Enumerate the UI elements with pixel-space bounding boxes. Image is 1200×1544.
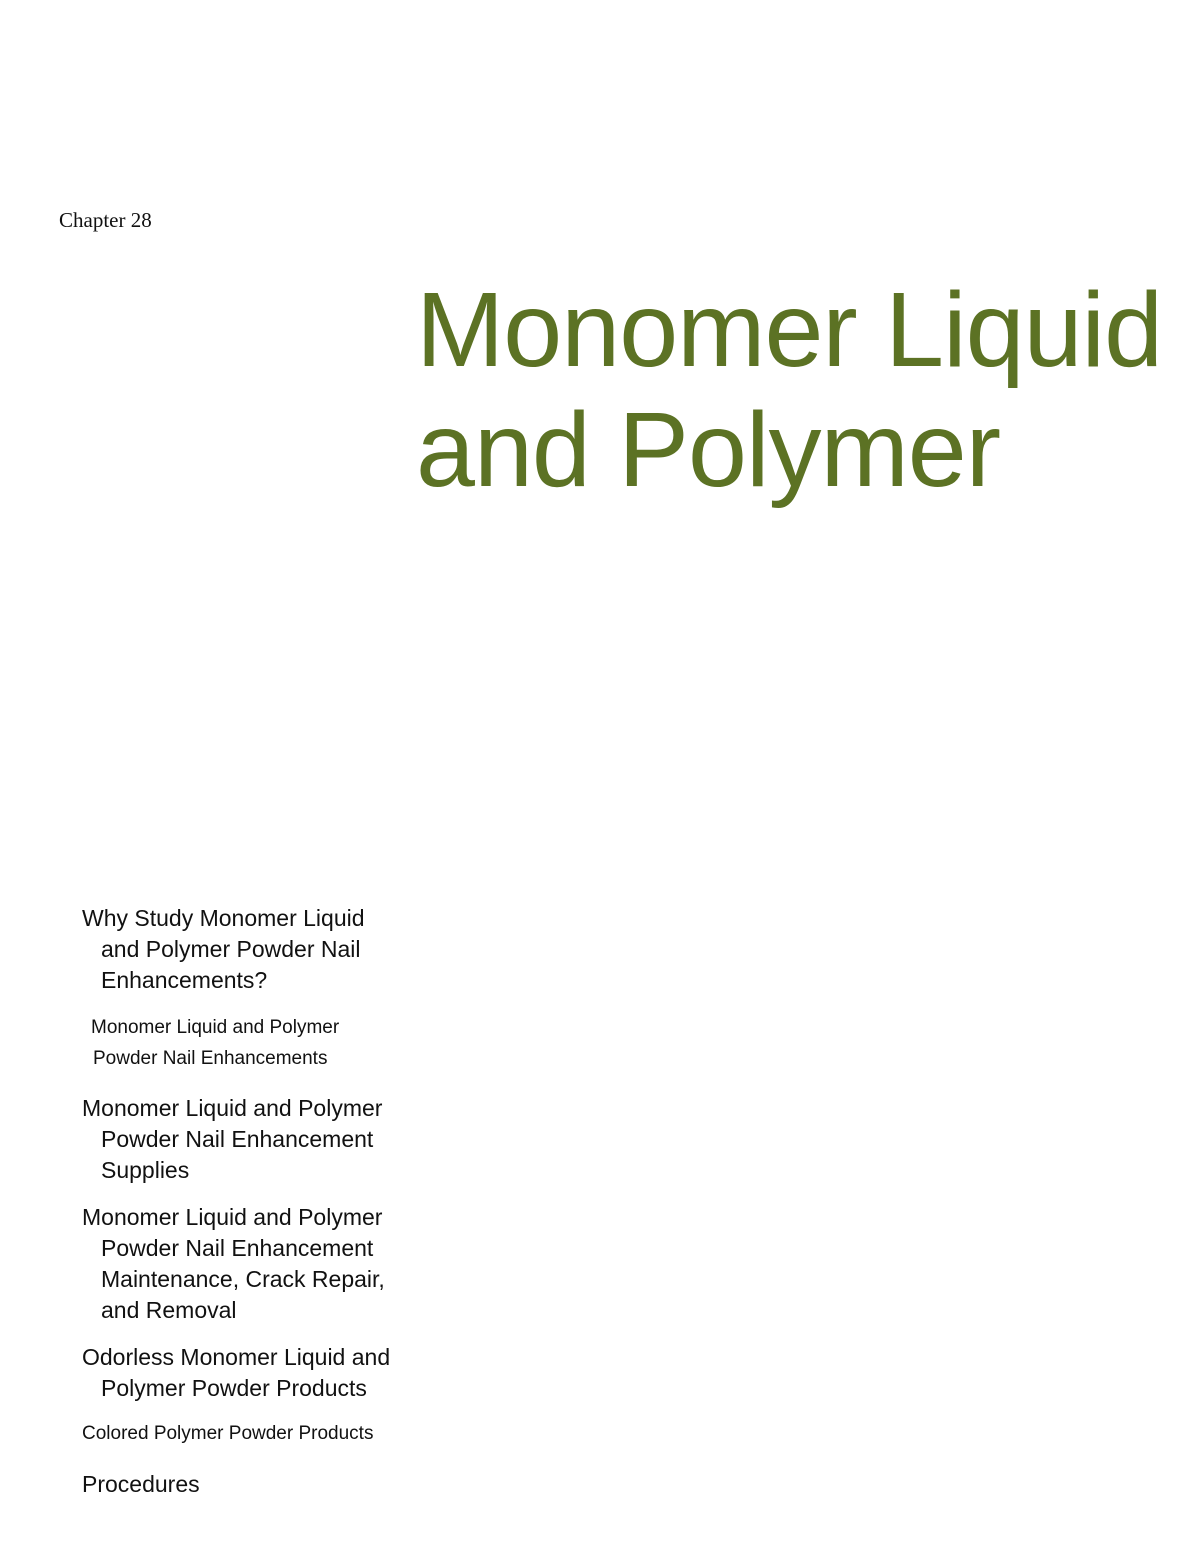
toc-entry-line: and Removal [101, 1297, 237, 1323]
toc-entry-line: Powder Nail Enhancements [93, 1048, 328, 1069]
toc-entry-line: Monomer Liquid and Polymer [91, 1017, 340, 1038]
toc-entry-line: Enhancements? [101, 967, 268, 993]
toc-entry-line: Odorless Monomer Liquid and [82, 1344, 391, 1370]
toc-entry-line: Colored Polymer Powder Products [82, 1423, 374, 1444]
toc-entry-supplies [82, 1093, 462, 1186]
toc-entry-line: Why Study Monomer Liquid [82, 905, 365, 931]
toc-entry-procedures [82, 1469, 462, 1500]
toc-entry-line: Monomer Liquid and Polymer [82, 1095, 383, 1121]
chapter-title [416, 270, 1163, 510]
chapter-title-line-2: and Polymer [416, 391, 1001, 509]
toc-entry-line: Powder Nail Enhancement [101, 1235, 374, 1261]
toc-entry-colored-powder [82, 1418, 462, 1449]
toc-entry-line: Maintenance, Crack Repair, [101, 1266, 385, 1292]
toc-entry-maintenance [82, 1202, 462, 1326]
toc-entry-line: Monomer Liquid and Polymer [82, 1204, 383, 1230]
toc-entry-line: Polymer Powder Products [101, 1375, 367, 1401]
toc-entry-line: Supplies [101, 1157, 190, 1183]
toc-entry-line: and Polymer Powder Nail [101, 936, 361, 962]
chapter-title-line-1: Monomer Liquid [416, 271, 1163, 389]
toc-entry-nail-enhancements [91, 1012, 471, 1074]
toc-entry-line: Powder Nail Enhancement [101, 1126, 374, 1152]
toc-entry-line: Procedures [82, 1471, 200, 1497]
toc-entry-odorless-products [82, 1342, 462, 1404]
chapter-number: Chapter 28 [59, 208, 152, 232]
toc-entry-why-study [82, 903, 462, 996]
